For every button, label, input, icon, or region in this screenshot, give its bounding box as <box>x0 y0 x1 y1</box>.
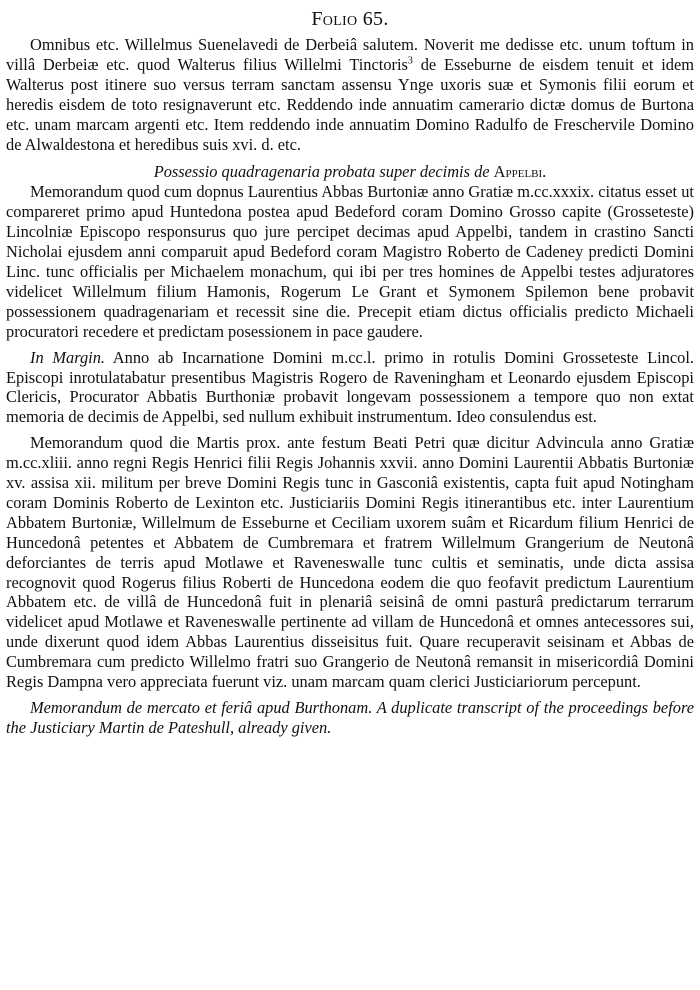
section-heading-italic: Possessio quadragenaria probata super decimis de <box>153 162 494 182</box>
closing-note: Memorandum de mercato et feriâ apud Burthonam. A duplicate transcript of the proceedings before the Justiciary Martin de Pateshull, already given. <box>6 698 694 737</box>
margin-note-paragraph <box>6 348 694 428</box>
charter-text-continued: de Esseburne de eisdem tenuit et idem Walterus post itinere suo versus terram sanctam assensu Ynge uxoris suæ et Symonis filii eorum et heredis eisdem de toto resignaverunt etc. Reddendo inde annuatim camerario dictæ domus de Burtona etc. unam marcam argenti etc. Item reddendo inde annuatim Domino Radulfo de Freschervile Domino de Alwaldestona et heredibus suis xvi. d. etc. <box>6 54 694 154</box>
charter-text: Omnibus etc. Willelmus Suenelavedi de Derbeiâ salutem. Noverit me dedisse etc. unum toftum in villâ Derbeiæ etc. quod Walterus filius Willelmi Tinctoris <box>6 35 694 74</box>
margin-label: In Margin. <box>30 347 106 367</box>
section-heading-place: Appelbi. <box>493 162 547 182</box>
memorandum-paragraph: Memorandum quod cum dopnus Laurentius Abbas Burtoniæ anno Gratiæ m.cc.xxxix. citatus esset ut compareret primo apud Huntedona postea apud Bedeford coram Domino Grosso capite (Grosseteste) Lincolniæ Episcopo responsurus quo jure percipet decimas apud Appelbi, tandem in crastino Sancti Nicholai ejusdem anni comparuit apud Bedeford coram Magistro Roberto de Cadeney predicti Domini Linc. tunc officialis per Michaelem monachum, qui ibi per tres homines de Appelbi testes adjuratores videlicet Willelmum filium Hamonis, Rogerum Le Grant et Symonem Spilemon bene probavit possessionem quadragenariam et recessit sine die. Precepit etiam dictus officialis predicto Michaeli procuratori recedere et predictam posessionem in pace gaudere. <box>6 182 694 341</box>
folio-title: Folio 65. <box>311 8 389 30</box>
footnote-marker: 3 <box>407 55 413 67</box>
memorandum-assize-paragraph: Memorandum quod die Martis prox. ante festum Beati Petri quæ dicitur Advincula anno Gratiæ m.cc.xliii. anno regni Regis Henrici filii Regis Johannis xxvii. anno Domini Laurentii Abbatis Burtoniæ xv. assisa xii. militum per breve Domini Regis tunc in Gasconiâ existentis, capta fuit apud Notingham coram Dominis Roberto de Lexinton etc. Justiciariis Domini Regis itinerantibus etc. inter Laurentium Abbatem Burtoniæ, Willelmum de Esseburne et Ceciliam uxorem suâm et Ricardum filium Henrici de Huncedonâ petentes et Abbatem de Cumbremara et fratrem Willelmum Grangerium de Neutonâ deforciantes de terris apud Motlawe et Raveneswalle tunc cultis et seminatis, unde dicta assisa recognovit quod Rogerus filius Roberti de Huncedona eodem die quo feofavit predictum Laurentium Abbatem etc. de villâ de Huncedonâ fuit in plenariâ seisinâ de omni pasturâ predictarum terrarum videlicet apud Motlawe et Raveneswalle pertinente ad villam de Huncedonâ et omnes antecessores sui, unde dixerunt quod idem Abbas Laurentius disseisitus fuit. Quare recuperavit seisinam et Abbas de Cumbremara cum predicto Willelmo fratri suo Grangerio de Neutonâ remansit in misericordiâ Domini Regis Dampna vero appreciata fuerunt viz. unam marcam quam clerici Justiciariorum percepunt. <box>6 433 694 692</box>
margin-note-text: Anno ab Incarnatione Domini m.cc.l. primo in rotulis Domini Grosseteste Lincol. Episcopi inrotulatabatur presentibus Magistris Rogero de Raveningham et Leonardo ejusdem Episcopi Clericis, Procurator Abbatis Burthoniæ probavit longevam possessionem a tempore quo non extat memoria de decimis de Appelbi, sed nullum exhibuit instrumentum. Ideo consulendus est. <box>6 347 695 427</box>
section-heading <box>6 162 694 182</box>
charter-paragraph <box>6 35 694 154</box>
